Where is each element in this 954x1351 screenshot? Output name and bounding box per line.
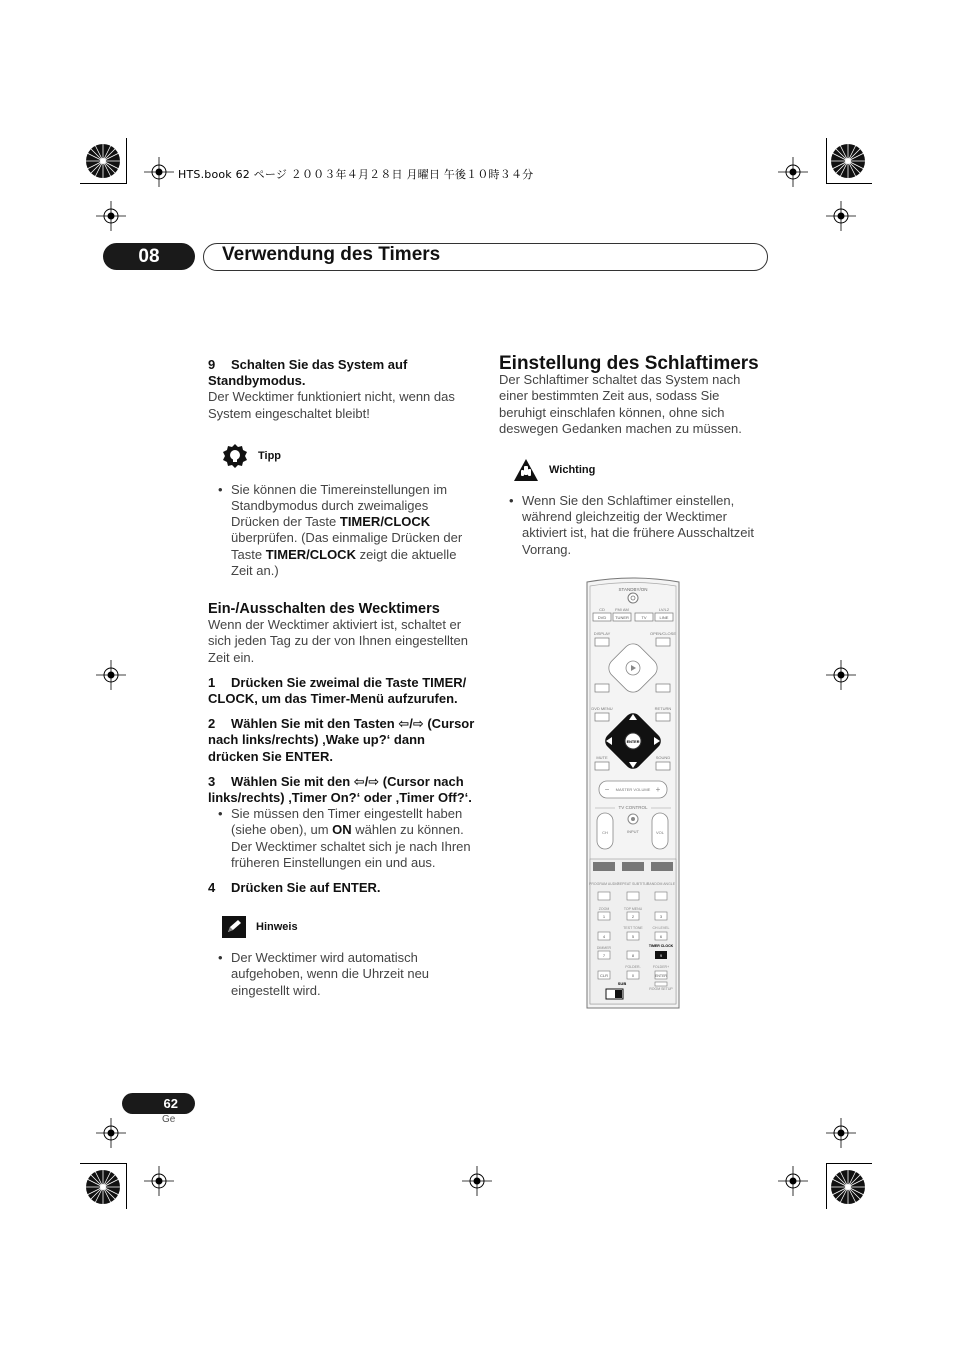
crop-mark [126, 1163, 127, 1209]
standby-label: STANDBY/ON [618, 587, 648, 592]
tip-label: Tipp [258, 449, 282, 462]
text-run: überprüfen. (Das einmalige Drücken der Taste [231, 530, 463, 562]
crosshair-icon [778, 1166, 808, 1196]
grid-label: RANDOM ANGLE [646, 882, 676, 886]
warning-bullet: • Wenn Sie den Schlaftimer einstellen, während gleichzeitig der Wecktimer aktiviert ist, hat die frühere Ausschaltzeit Vorrang. [499, 493, 767, 558]
dvd-menu-label: DVD MENU [591, 706, 613, 711]
crop-mark [80, 183, 126, 184]
step-2 [208, 716, 476, 765]
grid-label: ZOOM [598, 907, 610, 911]
key-number: 0 [631, 973, 635, 978]
lightbulb-icon [222, 443, 248, 469]
crop-mark [826, 183, 872, 184]
skip-fwd-button [656, 684, 670, 692]
room-setup-button [655, 982, 667, 986]
key-number: 2 [631, 914, 635, 919]
crop-mark [826, 138, 827, 184]
section-intro: Wenn der Wecktimer aktiviert ist, schaltet er sich jeden Tag zu der von Ihnen eingestellten Zeit ein. [208, 617, 468, 665]
step-text: Wählen Sie mit den Tasten ⇦/⇨ (Cursor nach links/rechts) ‚Wake up?‘ dann drücken Sie ENTER. [208, 716, 475, 764]
vol-label: VOL [655, 830, 665, 835]
grid-label: PROGRAM AUDIO [589, 882, 619, 886]
ch-label: CH [602, 830, 608, 835]
grid-label: FOLDER+ [652, 965, 670, 969]
tip-bullet [208, 482, 476, 579]
key-number: 8 [631, 953, 635, 958]
crosshair-icon [826, 660, 856, 690]
master-volume-label: MASTER VOLUME [615, 787, 651, 792]
mute-button [595, 762, 609, 770]
crop-mark [826, 1163, 872, 1164]
text-run: wählen zu können. Der Wecktimer schaltet sich je nach Ihren früheren Einstellungen ein und aus. [231, 822, 471, 870]
src-label: FM/ AM [615, 607, 629, 612]
remote-control-illustration [585, 576, 681, 1010]
step-3-bullet [208, 806, 476, 871]
sound-button [656, 762, 670, 770]
crosshair-icon [144, 157, 174, 187]
note-box [222, 914, 476, 940]
print-header: HTS.book 62 ページ ２００３年４月２８日 月曜日 午後１０時３４分 [178, 168, 534, 181]
crosshair-icon [826, 1118, 856, 1148]
step-text: Drücken Sie auf ENTER. [231, 880, 381, 896]
key-number: 7 [602, 953, 606, 958]
src-button-label: LINE [659, 615, 669, 620]
svg-text:+: + [655, 785, 661, 794]
step-number: 1 [208, 674, 216, 690]
key-number: ENTER [655, 974, 667, 978]
crosshair-icon [826, 201, 856, 231]
key-number: 1 [602, 914, 606, 919]
right-column [499, 353, 767, 558]
crosshair-icon [462, 1166, 492, 1196]
registration-sunburst-icon [829, 1168, 867, 1206]
mute-label: MUTE [596, 755, 608, 760]
key-timer-clock: TIMER/CLOCK [265, 546, 356, 562]
skip-back-button [595, 684, 609, 692]
return-label: RETURN [654, 706, 672, 711]
display-label: DISPLAY [593, 631, 611, 636]
step-number: 4 [208, 880, 216, 896]
dvd-menu-button [595, 713, 609, 721]
step-1 [208, 675, 476, 707]
text-run: Sie müssen den Timer eingestellt haben (siehe oben), um [231, 806, 463, 838]
crosshair-icon [96, 1118, 126, 1148]
crop-mark [826, 1163, 827, 1209]
warning-hand-icon [513, 458, 539, 482]
text-run: zeigt die aktuelle Zeit an.) [231, 546, 457, 578]
crop-mark [126, 138, 127, 184]
chapter-title: Verwendung des Timers [222, 244, 441, 265]
note-bullet: • Der Wecktimer wird automatisch aufgehoben, wenn die Uhrzeit neu eingestellt wird. [208, 950, 476, 999]
crosshair-icon [96, 201, 126, 231]
key-on: ON [332, 822, 352, 838]
key-number: 6 [659, 934, 663, 939]
grid-label: REPEAT SUBTITLE [617, 882, 649, 886]
step-3 [208, 774, 476, 806]
timer-clock-label: TIMER CLOCK [648, 944, 674, 948]
svg-text:−: − [604, 785, 610, 794]
src-button-label: TUNER [615, 615, 629, 620]
crop-mark [80, 1163, 126, 1164]
section-intro: Der Schlaftimer schaltet das System nach einer bestimmten Zeit aus, sodass Sie beruhigt einschlafen können, ohne sich deswegen Gedanken machen zu müssen. [499, 372, 742, 436]
key-number: 3 [659, 914, 663, 919]
tv-control-label: TV CONTROL [618, 805, 648, 810]
registration-sunburst-icon [84, 1168, 122, 1206]
section-heading: Einstellung des Schlaftimers [499, 353, 759, 374]
key-number: 4 [602, 934, 606, 939]
step-4 [208, 880, 476, 896]
room-setup-label: ROOM SETUP [649, 987, 673, 991]
key-number: CLR [599, 973, 609, 978]
crosshair-icon [778, 157, 808, 187]
sub-label: SUB [617, 981, 627, 986]
step-number: 3 [208, 773, 216, 789]
grid-label: TOP MENU [623, 907, 643, 911]
warning-label: Wichting [549, 463, 596, 476]
enter-label: ENTER [626, 740, 640, 744]
key-number: 9 [659, 953, 663, 958]
pencil-note-icon [222, 916, 246, 938]
src-label: LV/L2 [658, 607, 670, 612]
return-button [656, 713, 670, 721]
sound-label: SOUND [655, 755, 671, 760]
step-9-text: Der Wecktimer funktioniert nicht, wenn das System eingeschaltet bleibt! [208, 389, 455, 421]
registration-sunburst-icon [829, 142, 867, 180]
grid-label: TEST TONE [623, 926, 643, 930]
key-timer-clock: TIMER/CLOCK [339, 514, 431, 530]
page-number: 62 [122, 1093, 195, 1114]
section-heading: Ein-/Ausschalten des Wecktimers [208, 601, 440, 618]
left-column [208, 357, 476, 999]
input-label: INPUT [627, 829, 639, 834]
src-label: CD [599, 607, 605, 612]
step-9 [208, 357, 476, 389]
key-number: 5 [631, 934, 635, 939]
step-text: Drücken Sie zweimal die Taste TIMER/ CLOCK, um das Timer-Menü aufzurufen. [208, 674, 467, 707]
step-number: 2 [208, 716, 216, 732]
open-close-button [656, 638, 670, 646]
registration-sunburst-icon [84, 142, 122, 180]
crosshair-icon [96, 660, 126, 690]
chapter-number: 08 [103, 243, 195, 270]
standby-button [628, 593, 638, 603]
open-close-label: OPEN/CLOSE [649, 631, 677, 636]
step-title: Schalten Sie das System auf Standbymodus. [208, 357, 408, 389]
warning-box [513, 457, 767, 483]
page-language: Ge [162, 1114, 176, 1125]
src-button-label: TV [641, 615, 647, 620]
src-button-label: DVD [597, 615, 607, 620]
grid-label: DIMMER [596, 946, 612, 950]
display-button [595, 638, 609, 646]
step-text: Wählen Sie mit den ⇦/⇨ (Cursor nach links/rechts) ‚Timer On?‘ oder ‚Timer Off?‘. [208, 773, 472, 806]
step-number: 9 [208, 357, 216, 372]
note-label: Hinweis [256, 921, 298, 934]
crosshair-icon [144, 1166, 174, 1196]
grid-label: FOLDER- [625, 965, 641, 969]
text-run: Sie können die Timereinstellungen im Standbymodus durch zweimaliges Drücken der Taste [231, 481, 448, 530]
grid-label: CH LEVEL [652, 926, 670, 930]
tip-box [222, 442, 476, 470]
